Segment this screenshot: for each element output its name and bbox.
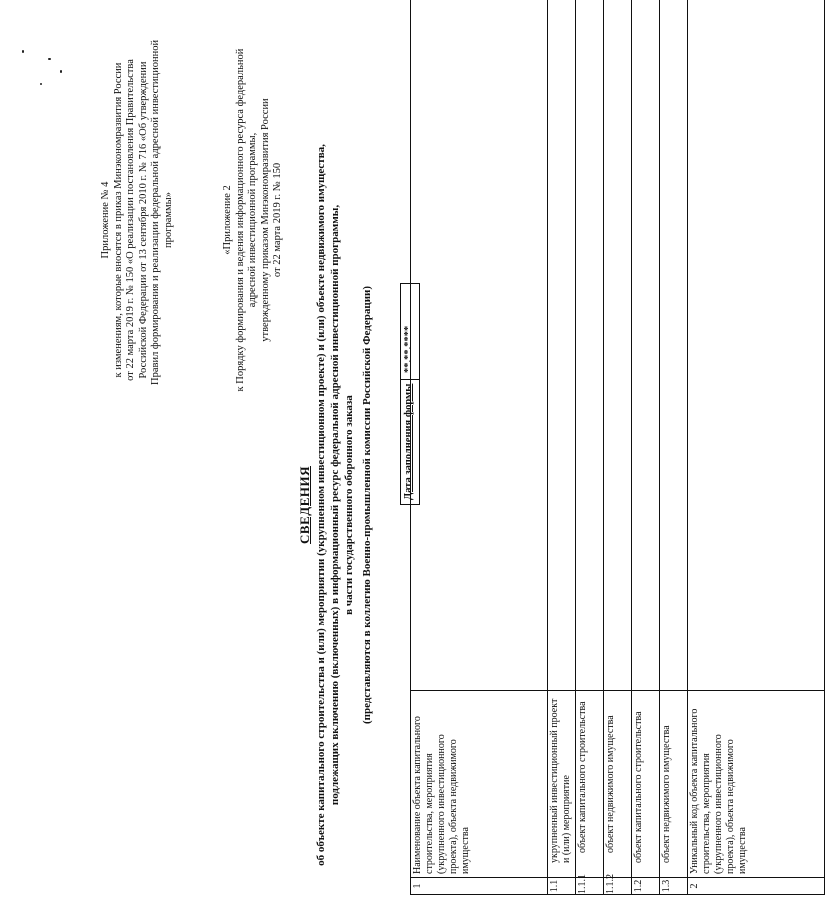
- row-label: Наименование объекта капитального строительства, мероприятия (укрупненного инвестиционного проекта), объекта недвижимого имущества: [411, 691, 548, 878]
- subtitle-line: об объекте капитального строительства и (или) мероприятии (укрупненном инвестиционном проекте) и (или) объекте недвижимого имущества,: [315, 144, 327, 866]
- table-row: [576, 0, 604, 895]
- row-label: укрупненный инвестиционный проект и (или) мероприятие: [548, 691, 576, 878]
- table-row: [548, 0, 576, 895]
- row-label: объект недвижимого имущества: [660, 691, 688, 878]
- document-title: СВЕДЕНИЯ: [297, 466, 312, 544]
- row-value-cell[interactable]: [688, 0, 825, 691]
- date-field-label: Дата заполнения формы: [401, 379, 419, 504]
- appendix-4-line: Приложение № 4: [100, 181, 111, 259]
- scan-speck: [48, 58, 51, 60]
- row-label: объект капитального строительства: [576, 691, 604, 878]
- row-value-cell[interactable]: [548, 0, 576, 691]
- info-table: [410, 0, 825, 895]
- row-label: объект капитального строительства: [632, 691, 660, 878]
- row-number: 1.1: [548, 878, 576, 895]
- row-number: 1.2: [632, 878, 660, 895]
- row-value-cell[interactable]: [632, 0, 660, 691]
- title-block: [298, 125, 374, 885]
- subtitle-line: подлежащих включению (включенных) в информационный ресурс федеральной адресной инвестиционной программы,: [329, 204, 341, 806]
- row-number: 1.1.1: [576, 878, 604, 895]
- date-field-value[interactable]: **.**.****: [403, 325, 414, 373]
- table-row: [604, 0, 632, 895]
- appendix-4-line: к изменениям, которые вносятся в приказ Минэкономразвития России: [112, 62, 124, 378]
- submitted-to-note: (представляются в коллегию Военно-промышленной комиссии Российской Федерации): [361, 285, 373, 725]
- appendix-4-line: от 22 марта 2019 г. № 150 «О реализации постановления Правительства: [125, 59, 136, 381]
- row-value-cell[interactable]: [576, 0, 604, 691]
- row-label: объект недвижимого имущества: [604, 691, 632, 878]
- appendix-2-line: к Порядку формирования и ведения информационного ресурса федеральной: [234, 48, 246, 392]
- scan-speck: [22, 50, 24, 53]
- row-value-cell[interactable]: [604, 0, 632, 691]
- row-label: Уникальный код объекта капитального строительства, мероприятия (укрупненного инвестиционного проекта), объекта недвижимого имущества: [688, 691, 825, 878]
- appendix-2-header: [222, 5, 285, 435]
- appendix-2-line: «Приложение 2: [222, 185, 233, 255]
- subtitle-line: в части государственного оборонного заказа: [343, 395, 355, 615]
- table-row: [688, 0, 825, 895]
- row-number: 1.1.2: [604, 878, 632, 895]
- table-row: [411, 0, 548, 895]
- scan-speck: [60, 70, 62, 73]
- row-value-cell[interactable]: [660, 0, 688, 691]
- appendix-2-line: утвержденному приказом Минэкономразвития России: [259, 98, 271, 342]
- appendix-4-line: Российской Федерации от 13 сентября 2010 г. № 716 «Об утверждении: [137, 61, 149, 379]
- table-row: [660, 0, 688, 895]
- appendix-4-header: [100, 39, 175, 385]
- row-number: 1: [411, 878, 548, 895]
- row-number: 1.3: [660, 878, 688, 895]
- appendix-4-line: программы»: [162, 192, 174, 248]
- appendix-2-line: от 22 марта 2019 г. № 150: [272, 162, 283, 278]
- appendix-4-line: Правил формирования и реализации федеральной адресной инвестиционной: [150, 39, 161, 385]
- appendix-2-line: адресной инвестиционной программы,: [247, 132, 258, 308]
- table-row: [632, 0, 660, 895]
- row-value-cell[interactable]: [411, 0, 548, 691]
- row-number: 2: [688, 878, 825, 895]
- scan-speck: [40, 83, 42, 85]
